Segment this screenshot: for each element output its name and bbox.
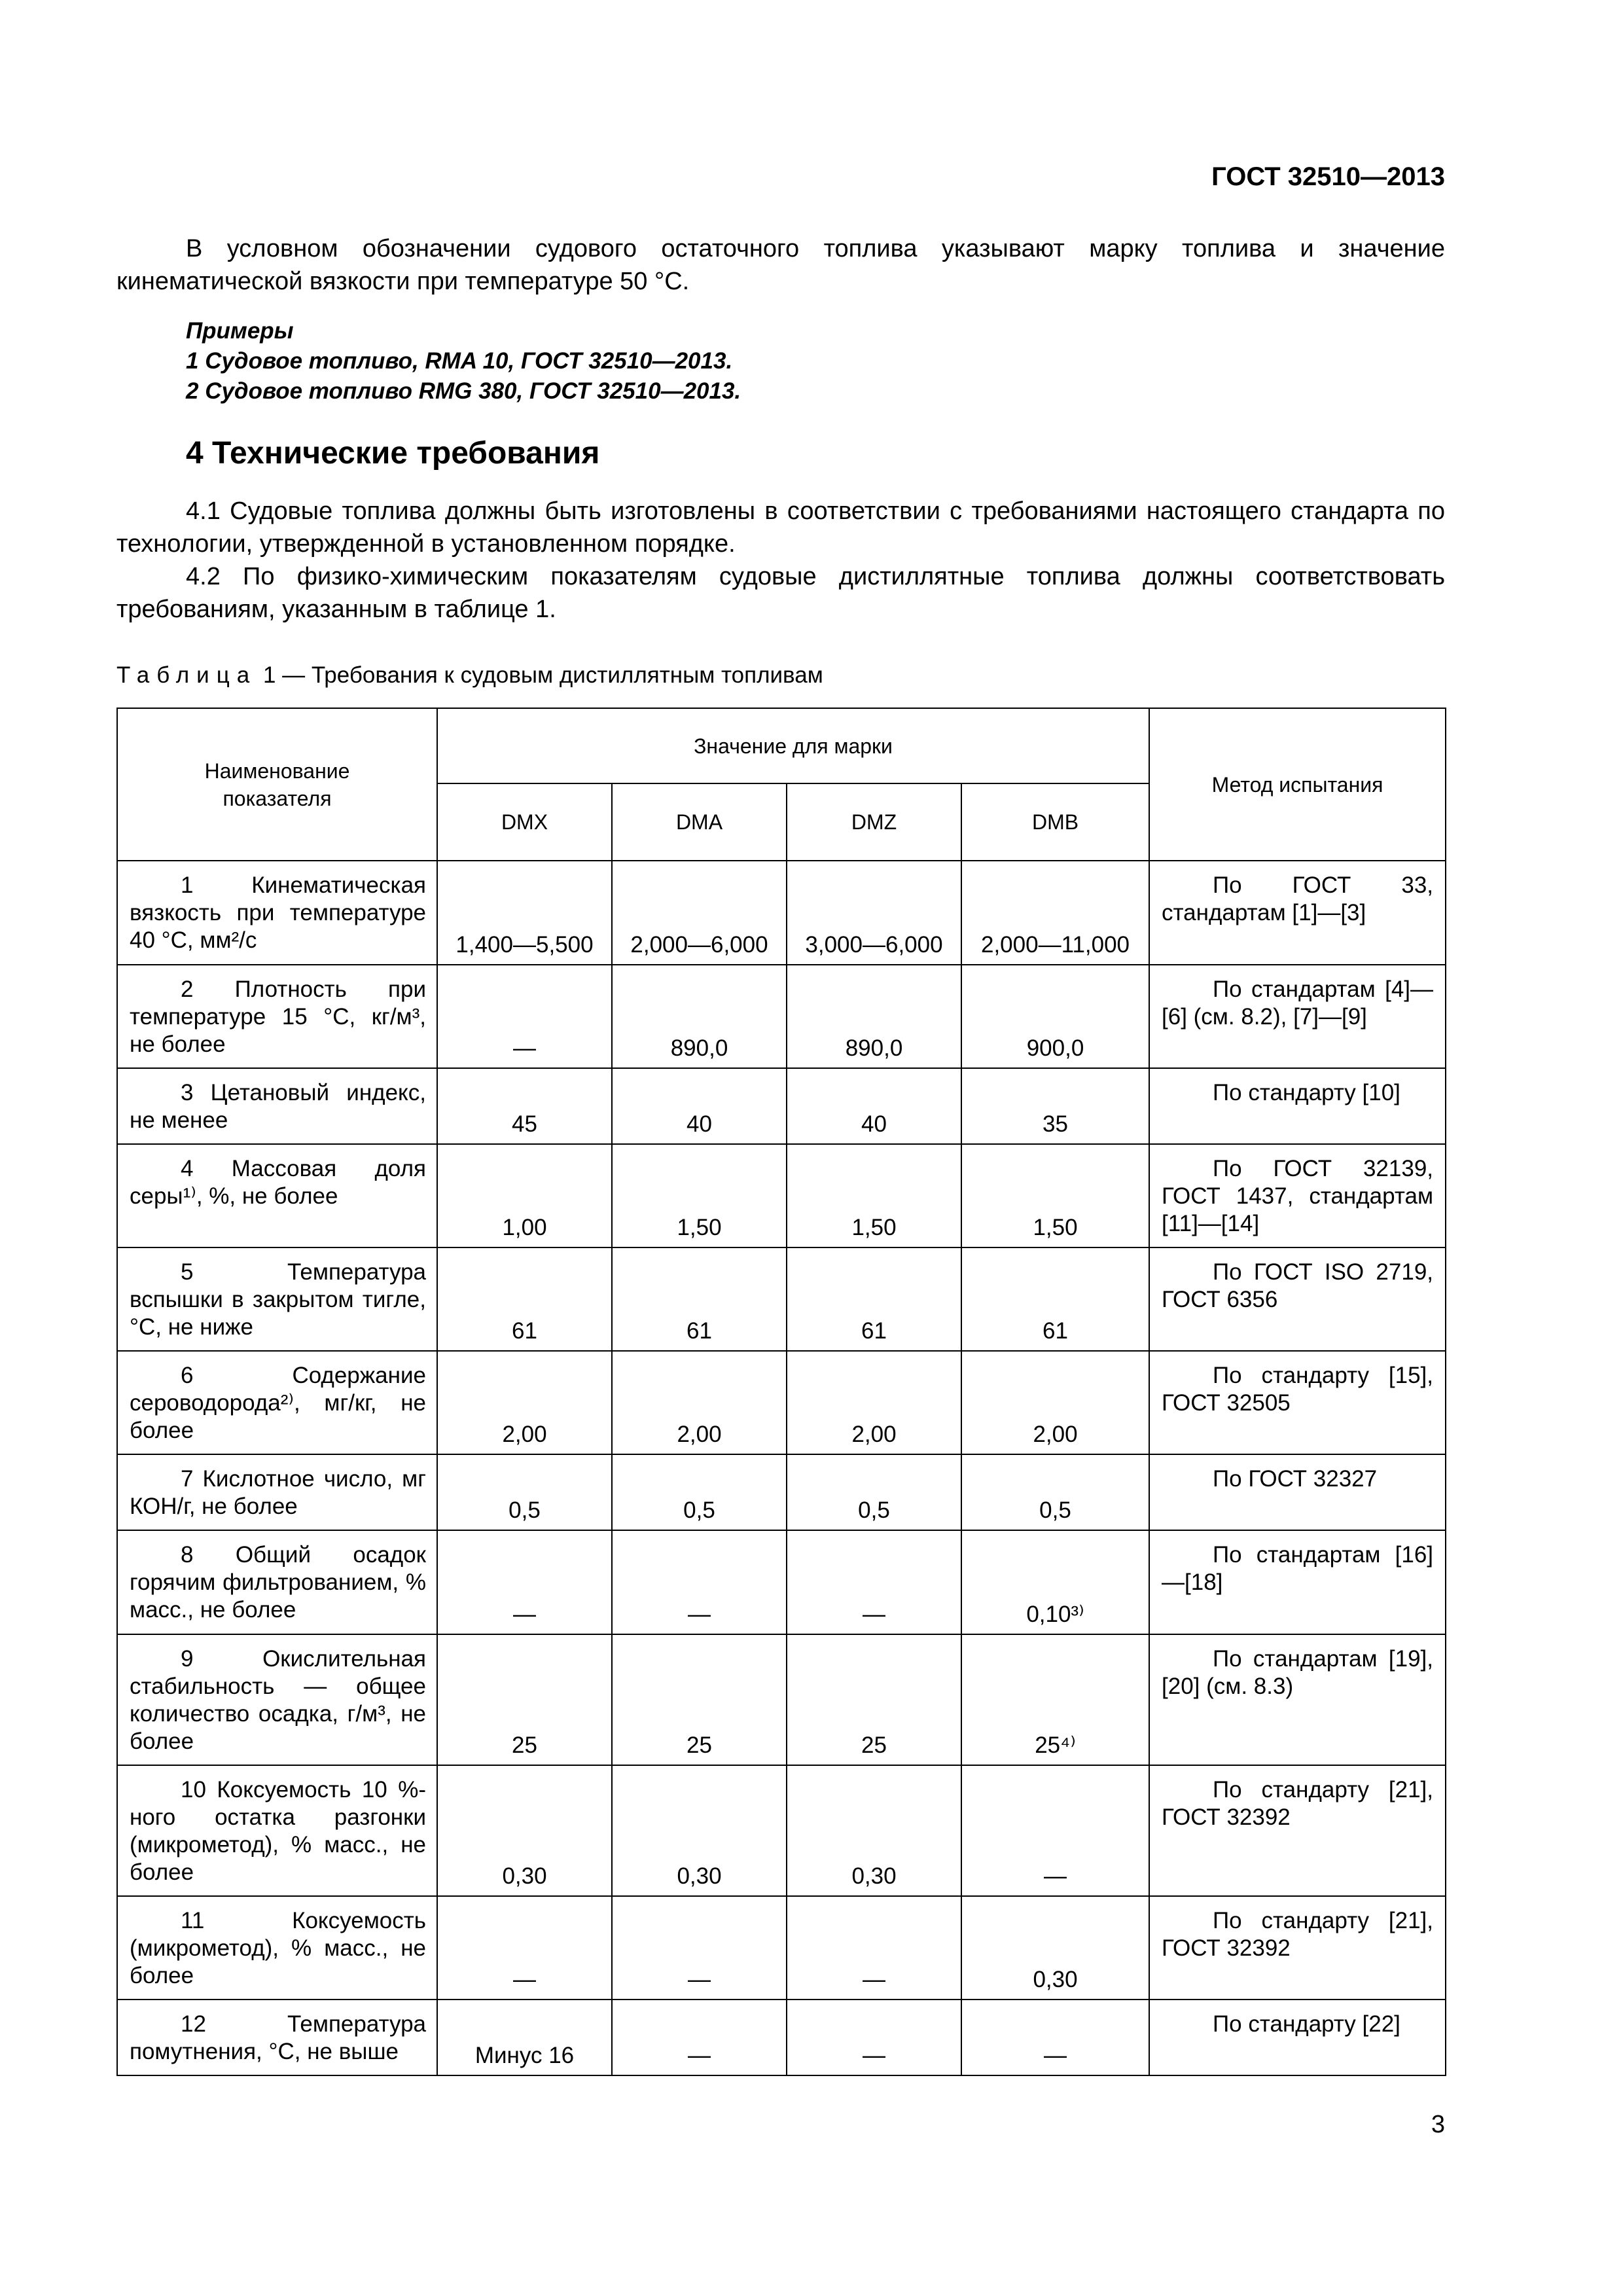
value-dmx: 0,5 — [437, 1454, 612, 1530]
value-dmb: 35 — [961, 1068, 1149, 1144]
row-indicator-label: 1 Кинематическая вязкость при температуре 40 °С, мм²/с — [130, 872, 426, 953]
table-caption — [116, 662, 823, 689]
value-dma: 890,0 — [612, 965, 787, 1068]
value-dma: — — [612, 1530, 787, 1634]
value-dma: 61 — [612, 1247, 787, 1351]
value-dmb: 25⁴⁾ — [961, 1634, 1149, 1765]
row-indicator-name — [117, 1068, 437, 1144]
value-dma: 0,30 — [612, 1765, 787, 1896]
row-indicator-name — [117, 1634, 437, 1765]
value-dmb: 900,0 — [961, 965, 1149, 1068]
row-test-method-label: По стандартам [19], [20] (см. 8.3) — [1162, 1646, 1434, 1699]
table-row — [117, 1068, 1446, 1144]
value-dma: 1,50 — [612, 1144, 787, 1247]
row-test-method — [1149, 1068, 1446, 1144]
table-caption-title: 1 — Требования к судовым дистиллятным топливам — [257, 662, 823, 688]
row-test-method — [1149, 1765, 1446, 1896]
value-dmz: 25 — [787, 1634, 961, 1765]
table-body — [117, 861, 1446, 2075]
row-test-method-label: По стандарту [10] — [1213, 1080, 1400, 1105]
value-dmb: — — [961, 1765, 1149, 1896]
row-indicator-name — [117, 861, 437, 965]
row-indicator-name — [117, 1351, 437, 1454]
value-dma: 0,5 — [612, 1454, 787, 1530]
row-indicator-name — [117, 1247, 437, 1351]
row-test-method-label: По стандарту [21], ГОСТ 32392 — [1162, 1777, 1434, 1830]
value-dmb: 1,50 — [961, 1144, 1149, 1247]
row-test-method-label: По стандарту [21], ГОСТ 32392 — [1162, 1908, 1434, 1961]
value-dma: — — [612, 2000, 787, 2075]
value-dma: 2,000—6,000 — [612, 861, 787, 965]
row-test-method — [1149, 1247, 1446, 1351]
row-test-method-label: По стандартам [16]—[18] — [1162, 1542, 1434, 1595]
value-dmx: 0,30 — [437, 1765, 612, 1896]
row-test-method — [1149, 861, 1446, 965]
value-dmx: Минус 16 — [437, 2000, 612, 2075]
value-dmz: — — [787, 2000, 961, 2075]
row-test-method — [1149, 965, 1446, 1068]
row-test-method-label: По ГОСТ ISO 2719, ГОСТ 6356 — [1162, 1259, 1434, 1312]
row-test-method-label: По ГОСТ 33, стандартам [1]—[3] — [1162, 872, 1434, 925]
value-dmx: — — [437, 1530, 612, 1634]
page-number: 3 — [1431, 2111, 1445, 2138]
examples-block — [186, 316, 741, 406]
row-indicator-label: 4 Массовая доля серы¹⁾, %, не более — [130, 1156, 426, 1209]
row-test-method — [1149, 1454, 1446, 1530]
value-dma: 2,00 — [612, 1351, 787, 1454]
header-name: Наименование показателя — [117, 708, 437, 861]
row-test-method — [1149, 1896, 1446, 2000]
row-indicator-name — [117, 1530, 437, 1634]
example-item: 1 Судовое топливо, RMA 10, ГОСТ 32510—2013. — [186, 348, 733, 374]
row-indicator-label: 2 Плотность при температуре 15 °С, кг/м³, не более — [130, 977, 426, 1057]
row-indicator-label: 6 Содержание сероводорода²⁾, мг/кг, не более — [130, 1363, 426, 1443]
value-dmz: 1,50 — [787, 1144, 961, 1247]
table-row — [117, 1247, 1446, 1351]
table-row — [117, 1454, 1446, 1530]
row-indicator-label: 3 Цетановый индекс, не менее — [130, 1080, 426, 1133]
value-dmx: 45 — [437, 1068, 612, 1144]
row-indicator-label: 8 Общий осадок горячим фильтрованием, % масс., не более — [130, 1542, 426, 1623]
value-dmb: 61 — [961, 1247, 1149, 1351]
example-item: 2 Судовое топливо RMG 380, ГОСТ 32510—2013. — [186, 378, 741, 404]
header-grade-dmb: DMB — [961, 783, 1149, 861]
value-dmx: — — [437, 965, 612, 1068]
table-row — [117, 1351, 1446, 1454]
row-indicator-name — [117, 1144, 437, 1247]
row-test-method — [1149, 1530, 1446, 1634]
row-test-method — [1149, 1144, 1446, 1247]
row-indicator-name — [117, 2000, 437, 2075]
row-test-method-label: По стандарту [22] — [1213, 2011, 1400, 2037]
value-dmx: — — [437, 1896, 612, 2000]
value-dma: — — [612, 1896, 787, 2000]
row-indicator-label: 11 Коксуемость (микрометод), % масс., не более — [130, 1908, 426, 1988]
row-indicator-name — [117, 1896, 437, 2000]
header-grade-dmx: DMX — [437, 783, 612, 861]
value-dmz: 40 — [787, 1068, 961, 1144]
row-test-method-label: По ГОСТ 32327 — [1213, 1466, 1378, 1492]
table-row — [117, 861, 1446, 965]
row-indicator-label: 7 Кислотное число, мг КОН/г, не более — [130, 1466, 426, 1519]
row-test-method — [1149, 1634, 1446, 1765]
paragraph-4-2: 4.2 По физико-химическим показателям судовые дистиллятные топлива должны соответствовать требованиям, указанным в таблице 1. — [116, 563, 1445, 623]
table-row — [117, 2000, 1446, 2075]
value-dma: 40 — [612, 1068, 787, 1144]
value-dmb: 0,5 — [961, 1454, 1149, 1530]
value-dmb: 2,000—11,000 — [961, 861, 1149, 965]
row-test-method-label: По ГОСТ 32139, ГОСТ 1437, стандартам [11]—[14] — [1162, 1156, 1434, 1236]
header-grade-dma: DMA — [612, 783, 787, 861]
value-dmx: 1,00 — [437, 1144, 612, 1247]
row-test-method-label: По стандарту [15], ГОСТ 32505 — [1162, 1363, 1434, 1416]
paragraph-4-1: 4.1 Судовые топлива должны быть изготовлены в соответствии с требованиями настоящего стандарта по технологии, утвержденной в установленном порядке. — [116, 497, 1445, 558]
value-dmz: 0,5 — [787, 1454, 961, 1530]
row-indicator-label: 5 Температура вспышки в закрытом тигле, °С, не ниже — [130, 1259, 426, 1340]
examples-title: Примеры — [186, 318, 294, 344]
table-row — [117, 1634, 1446, 1765]
intro-paragraph: В условном обозначении судового остаточного топлива указывают марку топлива и значение кинематической вязкости при температуре 50 °С. — [116, 235, 1445, 295]
row-indicator-label: 12 Температура помутнения, °С, не выше — [130, 2011, 426, 2064]
table-caption-word: Таблица — [116, 662, 257, 688]
row-test-method — [1149, 1351, 1446, 1454]
value-dmz: 61 — [787, 1247, 961, 1351]
table-row — [117, 1144, 1446, 1247]
table-row — [117, 965, 1446, 1068]
value-dmz: 2,00 — [787, 1351, 961, 1454]
row-indicator-name — [117, 1454, 437, 1530]
row-indicator-label: 10 Коксуемость 10 %-ного остатка разгонки (микрометод), % масс., не более — [130, 1777, 426, 1885]
value-dmx: 2,00 — [437, 1351, 612, 1454]
row-indicator-label: 9 Окислительная стабильность — общее количество осадка, г/м³, не более — [130, 1646, 426, 1754]
value-dmz: — — [787, 1896, 961, 2000]
header-method: Метод испытания — [1149, 708, 1446, 861]
value-dmz: — — [787, 1530, 961, 1634]
section-title: 4 Технические требования — [186, 436, 600, 471]
row-indicator-name — [117, 1765, 437, 1896]
value-dmb: 2,00 — [961, 1351, 1149, 1454]
row-test-method-label: По стандартам [4]—[6] (см. 8.2), [7]—[9] — [1162, 977, 1434, 1030]
value-dmx: 25 — [437, 1634, 612, 1765]
table-row — [117, 1530, 1446, 1634]
requirements-table — [116, 708, 1446, 2076]
row-indicator-name — [117, 965, 437, 1068]
table-row — [117, 1765, 1446, 1896]
value-dmz: 890,0 — [787, 965, 961, 1068]
header-grade-dmz: DMZ — [787, 783, 961, 861]
row-test-method — [1149, 2000, 1446, 2075]
value-dmb: 0,30 — [961, 1896, 1149, 2000]
value-dmz: 3,000—6,000 — [787, 861, 961, 965]
value-dmx: 61 — [437, 1247, 612, 1351]
standard-number: ГОСТ 32510—2013 — [1211, 162, 1445, 191]
value-dmb: — — [961, 2000, 1149, 2075]
value-dma: 25 — [612, 1634, 787, 1765]
table-row — [117, 1896, 1446, 2000]
header-value-group: Значение для марки — [437, 708, 1149, 783]
value-dmx: 1,400—5,500 — [437, 861, 612, 965]
value-dmz: 0,30 — [787, 1765, 961, 1896]
value-dmb: 0,10³⁾ — [961, 1530, 1149, 1634]
